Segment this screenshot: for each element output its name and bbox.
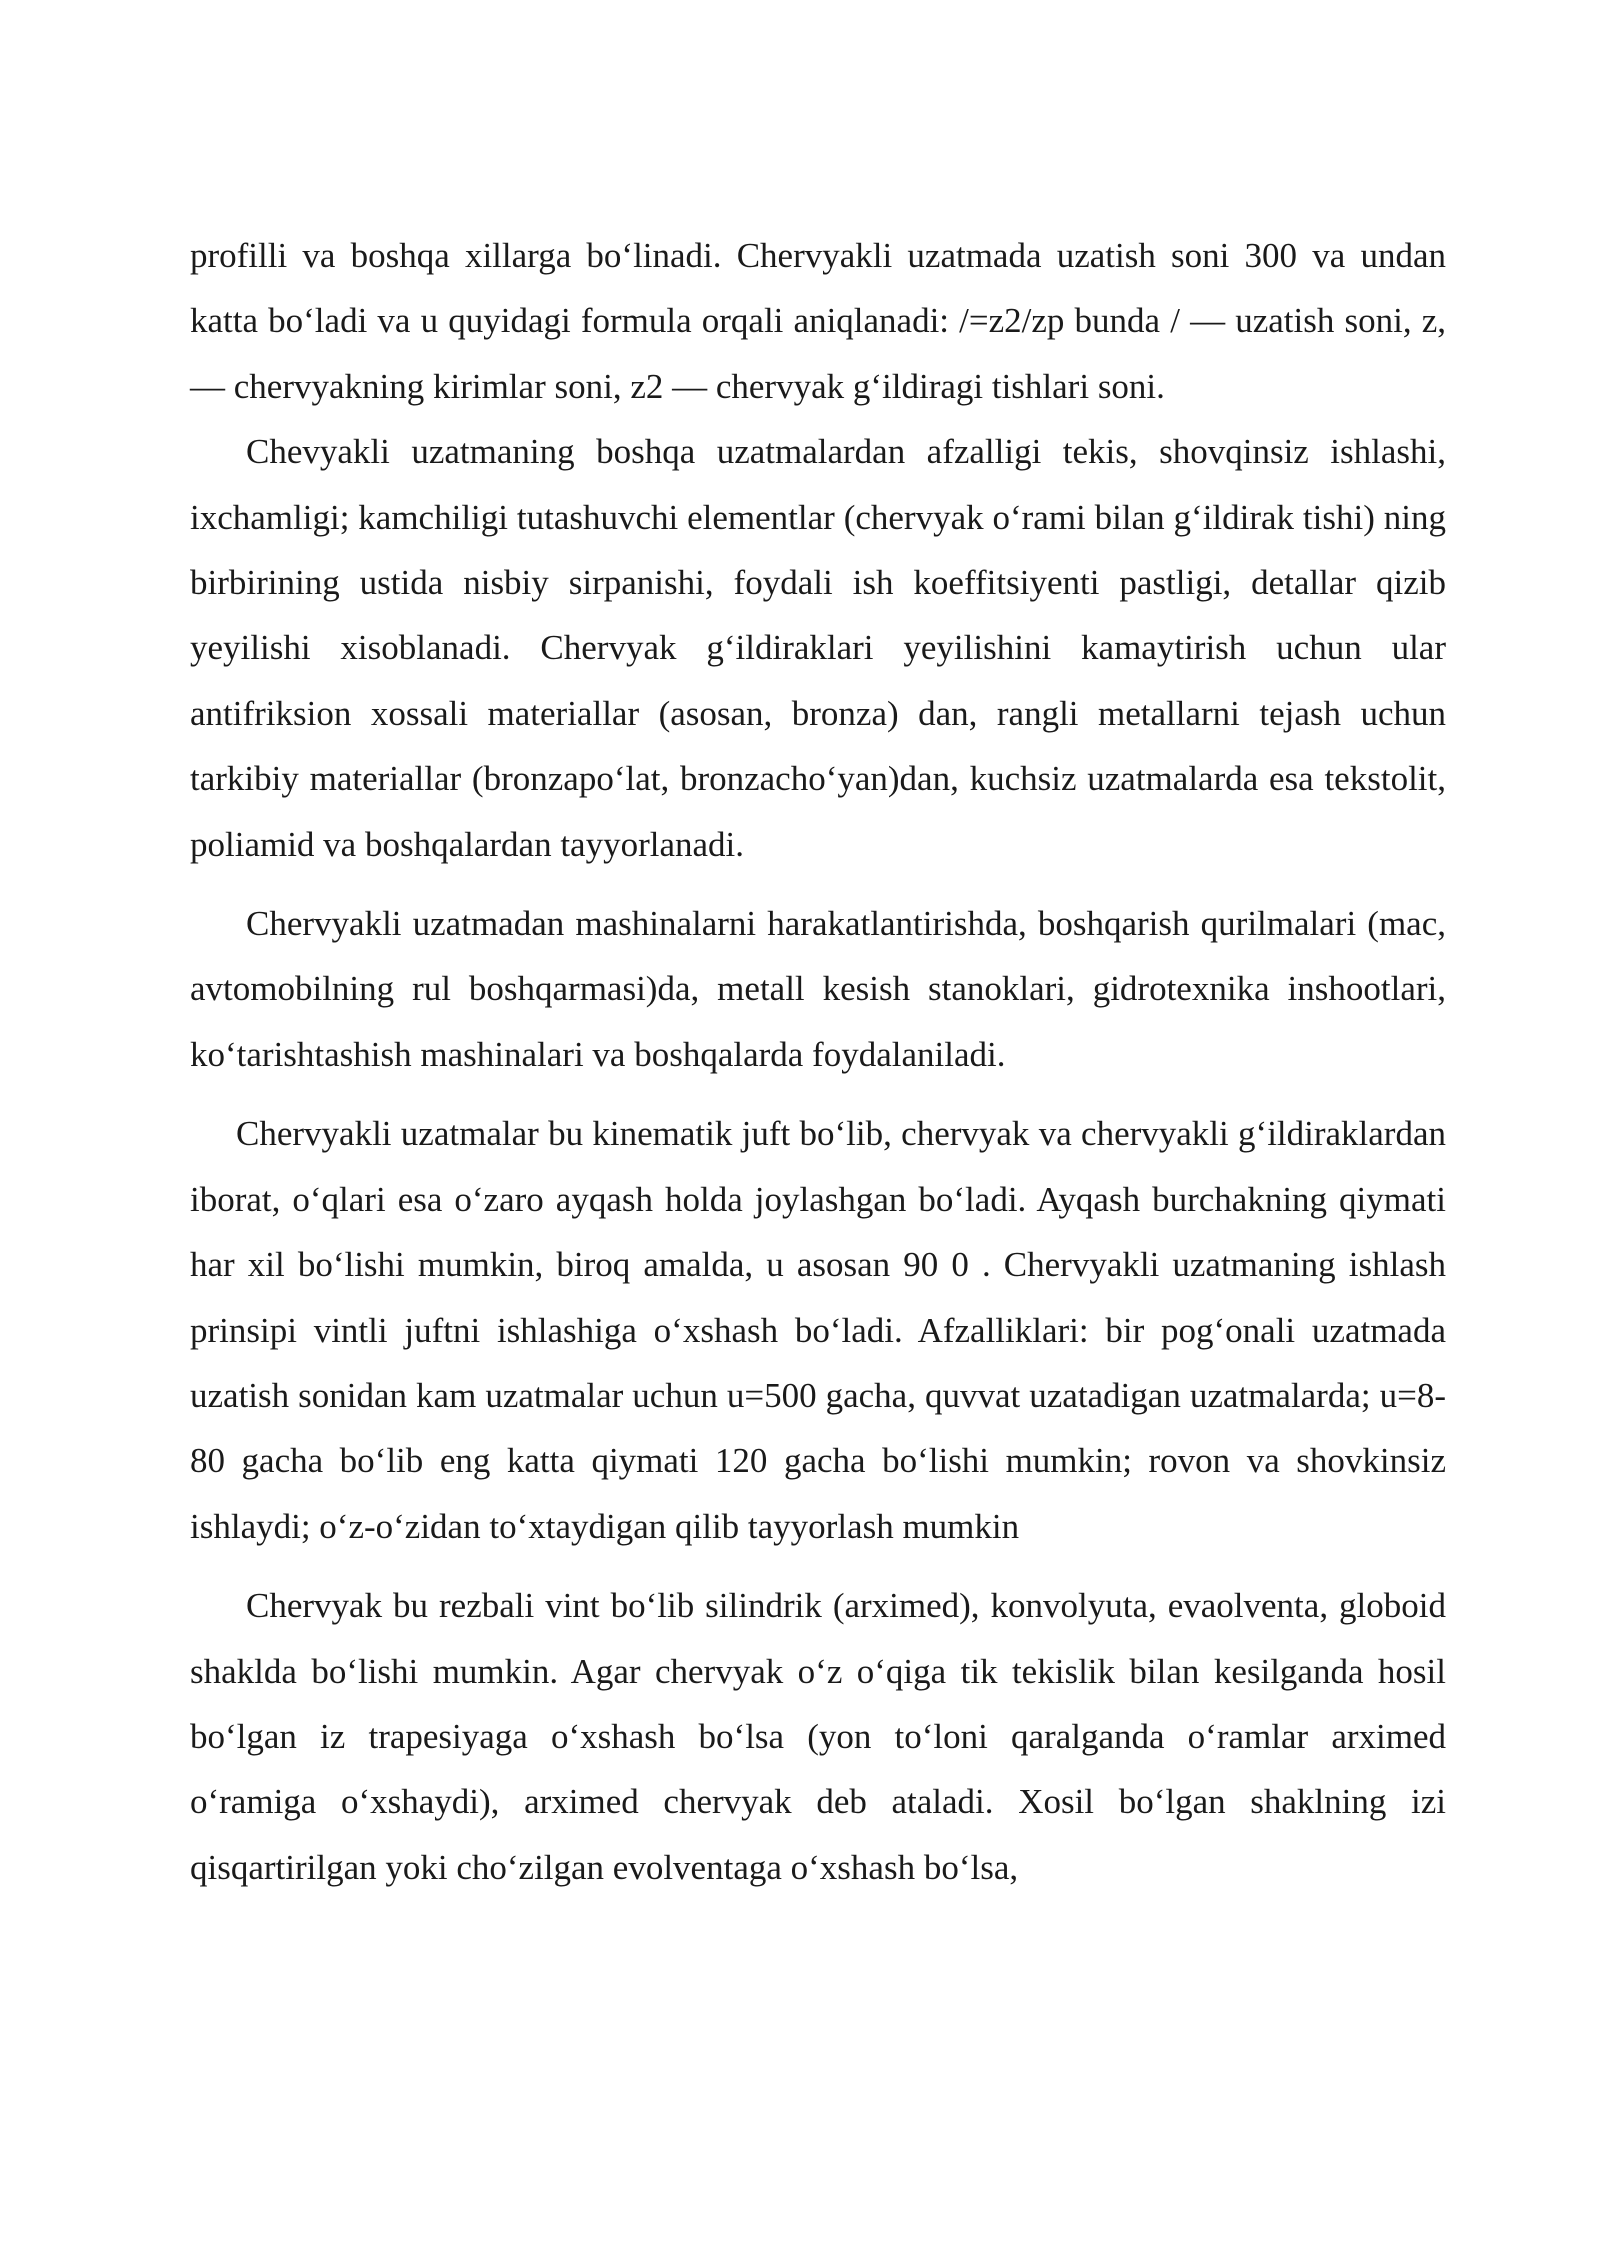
paragraph-advantages: Chevyakli uzatmaning boshqa uzatmalardan afzalligi tekis, shovqinsiz ishlashi, ixchamligi; kamchiligi tutashuvchi elementlar (chervyak o‘rami bilan g‘ildirak tishi) ning birbirining ustida nisbiy sirpanishi, foydali ish koeffitsiyenti pastligi, detallar qizib yeyilishi xisoblanadi. Chervyak g‘ildiraklari yeyilishini kamaytirish uchun ular antifriksion xossali materiallar (asosan, bronza) dan, rangli metallarni tejash uchun tarkibiy materiallar (bronzapo‘lat, bronzacho‘yan)dan, kuchsiz uzatmalarda esa tekstolit, poliamid va boshqalardan tayyorlanadi. [190, 432, 1446, 864]
paragraph-worm-types: Chervyak bu rezbali vint bo‘lib silindrik (arximed), konvolyuta, evaolventa, globoid shaklda bo‘lishi mumkin. Agar chervyak o‘z o‘qiga tik tekislik bilan kesilganda hosil bo‘lgan iz trapesiyaga o‘xshash bo‘lsa (yon to‘loni qaralganda o‘ramlar arximed o‘ramiga o‘xshaydi), arximed chervyak deb ataladi. Xosil bo‘lgan shaklning izi qisqartirilgan yoki cho‘zilgan evolventaga o‘xshash bo‘lsa, [190, 1586, 1446, 1887]
document-body [190, 223, 1446, 1900]
paragraph-applications: Chervyakli uzatmadan mashinalarni harakatlantirishda, boshqarish qurilmalari (mac, avtomobilning rul boshqarmasi)da, metall kesish stanoklari, gidrotexnika inshootlari, ko‘tarishtashish mashinalari va boshqalarda foydalaniladi. [190, 904, 1446, 1074]
paragraph-kinematic-pair: Chervyakli uzatmalar bu kinematik juft bo‘lib, chervyak va chervyakli g‘ildiraklardan iborat, o‘qlari esa o‘zaro ayqash holda joylashgan bo‘ladi. Ayqash burchakning qiymati har xil bo‘lishi mumkin, biroq amalda, u asosan 90 0 . Chervyakli uzatmaning ishlash prinsipi vintli juftni ishlashiga o‘xshash bo‘ladi. Afzalliklari: bir pog‘onali uzatmada uzatish sonidan kam uzatmalar uchun u=500 gacha, quvvat uzatadigan uzatmalarda; u=8-80 gacha bo‘lib eng katta qiymati 120 gacha bo‘lishi mumkin; rovon va shovkinsiz ishlaydi; o‘z-o‘zidan to‘xtaydigan qilib tayyorlash mumkin [190, 1114, 1446, 1546]
paragraph-continuation: profilli va boshqa xillarga bo‘linadi. Chervyakli uzatmada uzatish soni 300 va undan katta bo‘ladi va u quyidagi formula orqali aniqlanadi: /=z2/zp bunda / — uzatish soni, z, — chervyakning kirimlar soni, z2 — chervyak g‘ildiragi tishlari soni. [190, 236, 1446, 406]
